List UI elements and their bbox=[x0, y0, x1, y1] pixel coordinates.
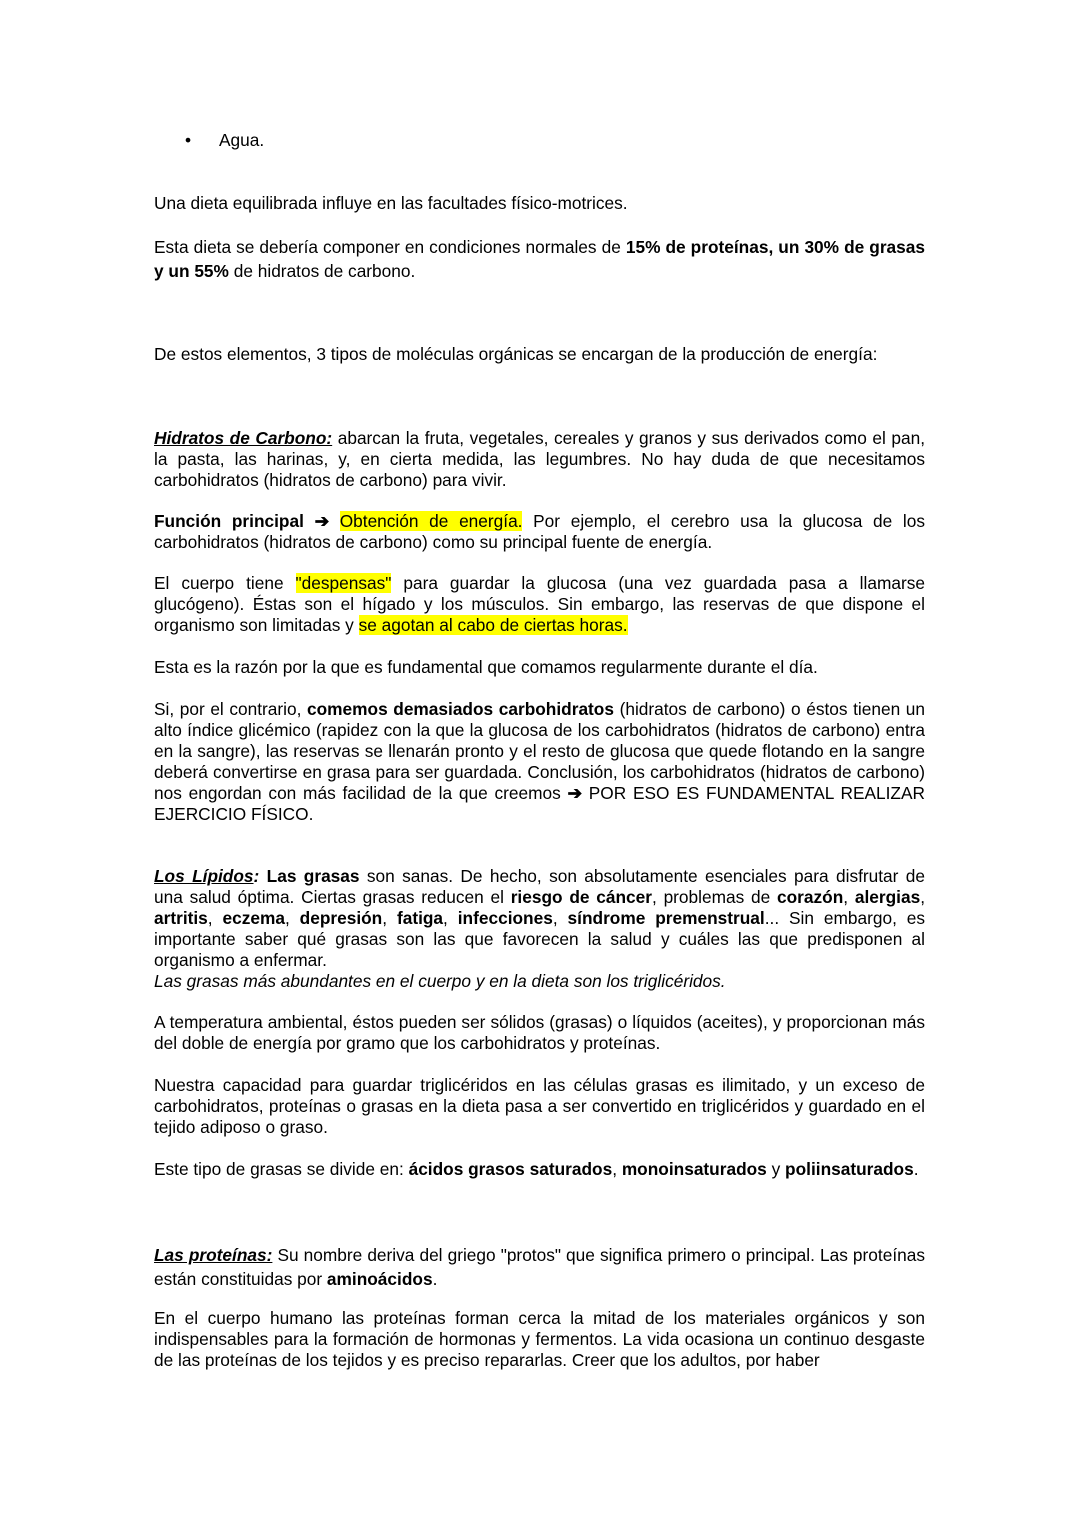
heading-proteinas: Las proteínas: bbox=[154, 1245, 273, 1265]
paragraph-proteinas-cuerpo: En el cuerpo humano las proteínas forman cerca la mitad de los materiales orgánicos y son indispensables para la formación de hormonas y fermentos. La vida ocasiona un continuo desgaste de las proteínas de los tejidos y es preciso repararlas. Creer que los adultos, por haber bbox=[154, 1308, 925, 1370]
paragraph-proteinas-intro: Las proteínas: Su nombre deriva del griego "protos" que significa primero o principal. Las proteínas están constituidas por aminoácidos. bbox=[154, 1245, 925, 1289]
paragraph-despensas: El cuerpo tiene "despensas" para guardar la glucosa (una vez guardada pasa a llamarse glucógeno). Éstas son el hígado y los músculos. Sin embargo, las reservas de que dispone el organismo son limitadas y se agotan al cabo de ciertas horas. bbox=[154, 573, 925, 635]
bullet-marker: • bbox=[185, 130, 192, 150]
paragraph-capacidad: Nuestra capacidad para guardar triglicéridos en las células grasas es ilimitado, y un exceso de carbohidratos, proteínas o grasas en la dieta pasa a ser convertido en triglicéridos y guardado en el tejido adiposo o graso. bbox=[154, 1075, 925, 1137]
paragraph-temperatura: A temperatura ambiental, éstos pueden ser sólidos (grasas) o líquidos (aceites), y proporcionan más del doble de energía por gramo que los carbohidratos y proteínas. bbox=[154, 1012, 925, 1053]
paragraph-tipos-grasas: Este tipo de grasas se divide en: ácidos grasos saturados, monoinsaturados y poliinsaturados. bbox=[154, 1159, 919, 1179]
highlight-se-agotan: se agotan al cabo de ciertas horas. bbox=[358, 615, 628, 635]
heading-hidratos: Hidratos de Carbono: bbox=[154, 428, 333, 448]
paragraph-lipidos-intro: Los Lípidos: Las grasas son sanas. De hecho, son absolutamente esenciales para disfrutar de una salud óptima. Ciertas grasas reducen el riesgo de cáncer, problemas de corazón, alergias, artritis, eczema, depresión, fatiga, infecciones, síndrome premenstrual... Sin embargo, es importante saber qué grasas son las que favorecen la salud y cuáles las que predisponen al organismo a enfermar. Las grasas más abundantes en el cuerpo y en la dieta son los triglicéridos. bbox=[154, 866, 926, 991]
heading-lipidos: Los Lípidos bbox=[154, 866, 254, 886]
paragraph-funcion-principal: Función principal ➔ Obtención de energía. Por ejemplo, el cerebro usa la glucosa de los carbohidratos (hidratos de carbono) como su principal fuente de energía. bbox=[154, 511, 925, 552]
arrow-icon: ➔ bbox=[314, 511, 330, 531]
highlight-obtencion: Obtención de energía. bbox=[339, 511, 523, 531]
paragraph-dieta-equilibrada: Una dieta equilibrada influye en las facultades físico-motrices. bbox=[154, 193, 628, 213]
paragraph-razon: Esta es la razón por la que es fundamental que comamos regularmente durante el día. bbox=[154, 657, 818, 677]
paragraph-composicion-dieta: Esta dieta se debería componer en condiciones normales de 15% de proteínas, un 30% de grasas y un 55% de hidratos de carbono. bbox=[154, 237, 925, 281]
bullet-item-agua: Agua. bbox=[219, 130, 265, 150]
arrow-icon: ➔ bbox=[567, 783, 582, 803]
italic-trigliceridos: Las grasas más abundantes en el cuerpo y en la dieta son los triglicéridos. bbox=[154, 971, 726, 991]
paragraph-exceso-carbohidratos: Si, por el contrario, comemos demasiados carbohidratos (hidratos de carbono) o éstos tienen un alto índice glicémico (rapidez con la que la glucosa de los carbohidratos (hidratos de carbono) entra en la sangre), las reservas se llenarán pronto y el resto de glucosa que quede flotando en la sangre deberá convertirse en grasa para ser guardada. Conclusión, los carbohidratos (hidratos de carbono) nos engordan con más facilidad de la que creemos ➔ POR ESO ES FUNDAMENTAL REALIZAR EJERCICIO FÍSICO. bbox=[154, 699, 925, 824]
highlight-despensas: "despensas" bbox=[295, 573, 392, 593]
paragraph-hidratos-intro: Hidratos de Carbono: abarcan la fruta, vegetales, cereales y granos y sus derivados como el pan, la pasta, las harinas, y, en cierta medida, las legumbres. No hay duda de que necesitamos carbohidratos (hidratos de carbono) para vivir. bbox=[154, 428, 925, 490]
paragraph-intro-moleculas: De estos elementos, 3 tipos de moléculas orgánicas se encargan de la producción de energía: bbox=[154, 344, 878, 364]
